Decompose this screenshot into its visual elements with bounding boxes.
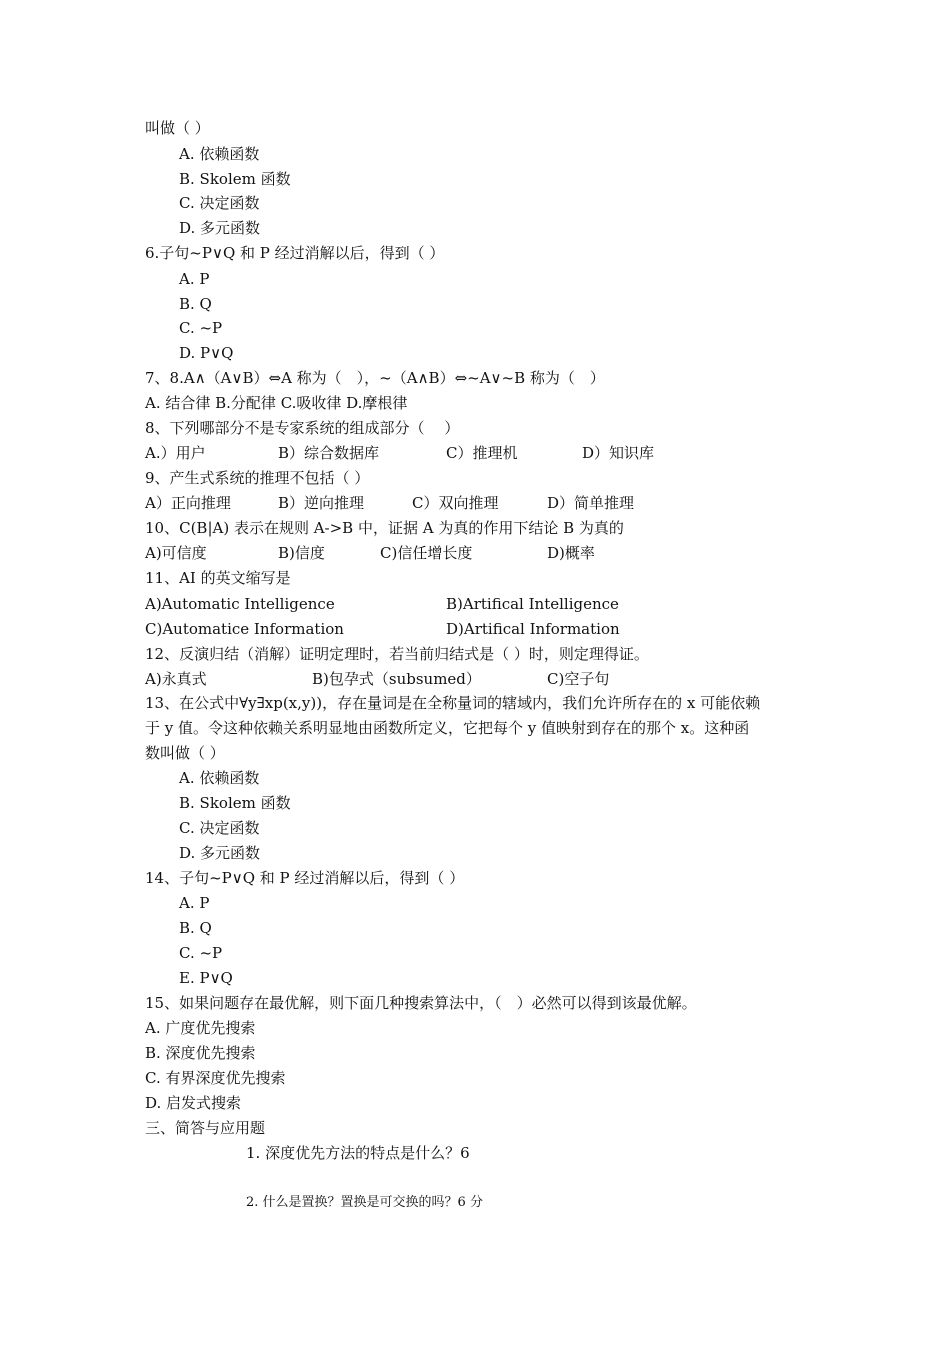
- option-line: C. 有界深度优先搜索: [145, 1069, 286, 1087]
- option-a: A)Automatic Intelligence: [145, 595, 335, 613]
- option-d: D）知识库: [582, 444, 655, 462]
- option-line: D. 多元函数: [179, 844, 261, 862]
- question-6: 6.子句~P∨Q 和 P 经过消解以后，得到（ ）: [145, 244, 445, 262]
- option-line: A. P: [179, 894, 210, 912]
- question-10: 10、C(B|A) 表示在规则 A->B 中，证据 A 为真的作用下结论 B 为真的: [145, 519, 624, 537]
- option-line: B. 深度优先搜索: [145, 1044, 256, 1062]
- option-d: D)概率: [547, 544, 595, 562]
- option-b: B)信度: [278, 544, 325, 562]
- option-a: A)永真式: [145, 670, 207, 688]
- option-line: A. 依赖函数: [179, 769, 260, 787]
- option-line: A. 广度优先搜索: [145, 1019, 256, 1037]
- option-line: E. P∨Q: [179, 969, 233, 987]
- option-b: B)包孕式（subsumed）: [312, 670, 481, 688]
- option-line: C. ~P: [179, 944, 223, 962]
- option-c: C）推理机: [446, 444, 518, 462]
- text-line: 于 y 值。令这种依赖关系明显地由函数所定义，它把每个 y 值映射到存在的那个 x。这种函: [145, 719, 750, 737]
- text-line: 数叫做（ ）: [145, 744, 225, 762]
- option-b: B）逆向推理: [278, 494, 365, 512]
- question-14: 14、子句~P∨Q 和 P 经过消解以后，得到（ ）: [145, 869, 465, 887]
- section-heading: 三、简答与应用题: [145, 1119, 266, 1137]
- question-9: 9、产生式系统的推理不包括（ ）: [145, 469, 370, 487]
- option-d: D）简单推理: [547, 494, 635, 512]
- option-b: B）综合数据库: [278, 444, 380, 462]
- question-13: 13、在公式中∀y∃xp(x,y))，存在量词是在全称量词的辖域内，我们允许所存在的 x 可能依赖: [145, 694, 761, 712]
- option-line: C. 决定函数: [179, 194, 260, 212]
- option-b: B)Artifical Intelligence: [446, 595, 619, 613]
- question-15: 15、如果问题存在最优解，则下面几种搜索算法中，（ ）必然可以得到该最优解。: [145, 994, 697, 1012]
- option-a: A.）用户: [145, 444, 206, 462]
- option-line: B. Skolem 函数: [179, 794, 291, 812]
- option-line: C. ~P: [179, 319, 223, 337]
- option-line: B. Skolem 函数: [179, 170, 291, 188]
- text-line: 叫做（ ）: [145, 119, 210, 137]
- option-line: D. 多元函数: [179, 219, 261, 237]
- option-line: D. P∨Q: [179, 344, 234, 362]
- option-line: C. 决定函数: [179, 819, 260, 837]
- option-line: B. Q: [179, 295, 212, 313]
- question-12: 12、反演归结（消解）证明定理时，若当前归结式是（ ）时，则定理得证。: [145, 645, 649, 663]
- option-a: A）正向推理: [145, 494, 231, 512]
- question-11: 11、AI 的英文缩写是: [145, 569, 291, 587]
- option-c: C)信任增长度: [380, 544, 473, 562]
- short-answer-1: 1. 深度优先方法的特点是什么？6: [246, 1144, 470, 1162]
- option-line: B. Q: [179, 919, 212, 937]
- option-line: A. 依赖函数: [179, 145, 260, 163]
- question-8: 8、下列哪部分不是专家系统的组成部分（ ）: [145, 419, 460, 437]
- option-d: D)Artifical Information: [446, 620, 620, 638]
- question-7: 7、8.A∧（A∨B）⇔A 称为（ ），~（A∧B）⇔~A∨~B 称为（ ）: [145, 369, 605, 387]
- option-line: D. 启发式搜索: [145, 1094, 242, 1112]
- option-c: C）双向推理: [412, 494, 499, 512]
- short-answer-2: 2. 什么是置换？置换是可交换的吗？6 分: [246, 1195, 483, 1210]
- option-c: C)空子句: [547, 670, 610, 688]
- option-c: C)Automatice Information: [145, 620, 344, 638]
- option-a: A)可信度: [145, 544, 207, 562]
- option-line: A. 结合律 B.分配律 C.吸收律 D.摩根律: [145, 394, 408, 412]
- option-line: A. P: [179, 270, 210, 288]
